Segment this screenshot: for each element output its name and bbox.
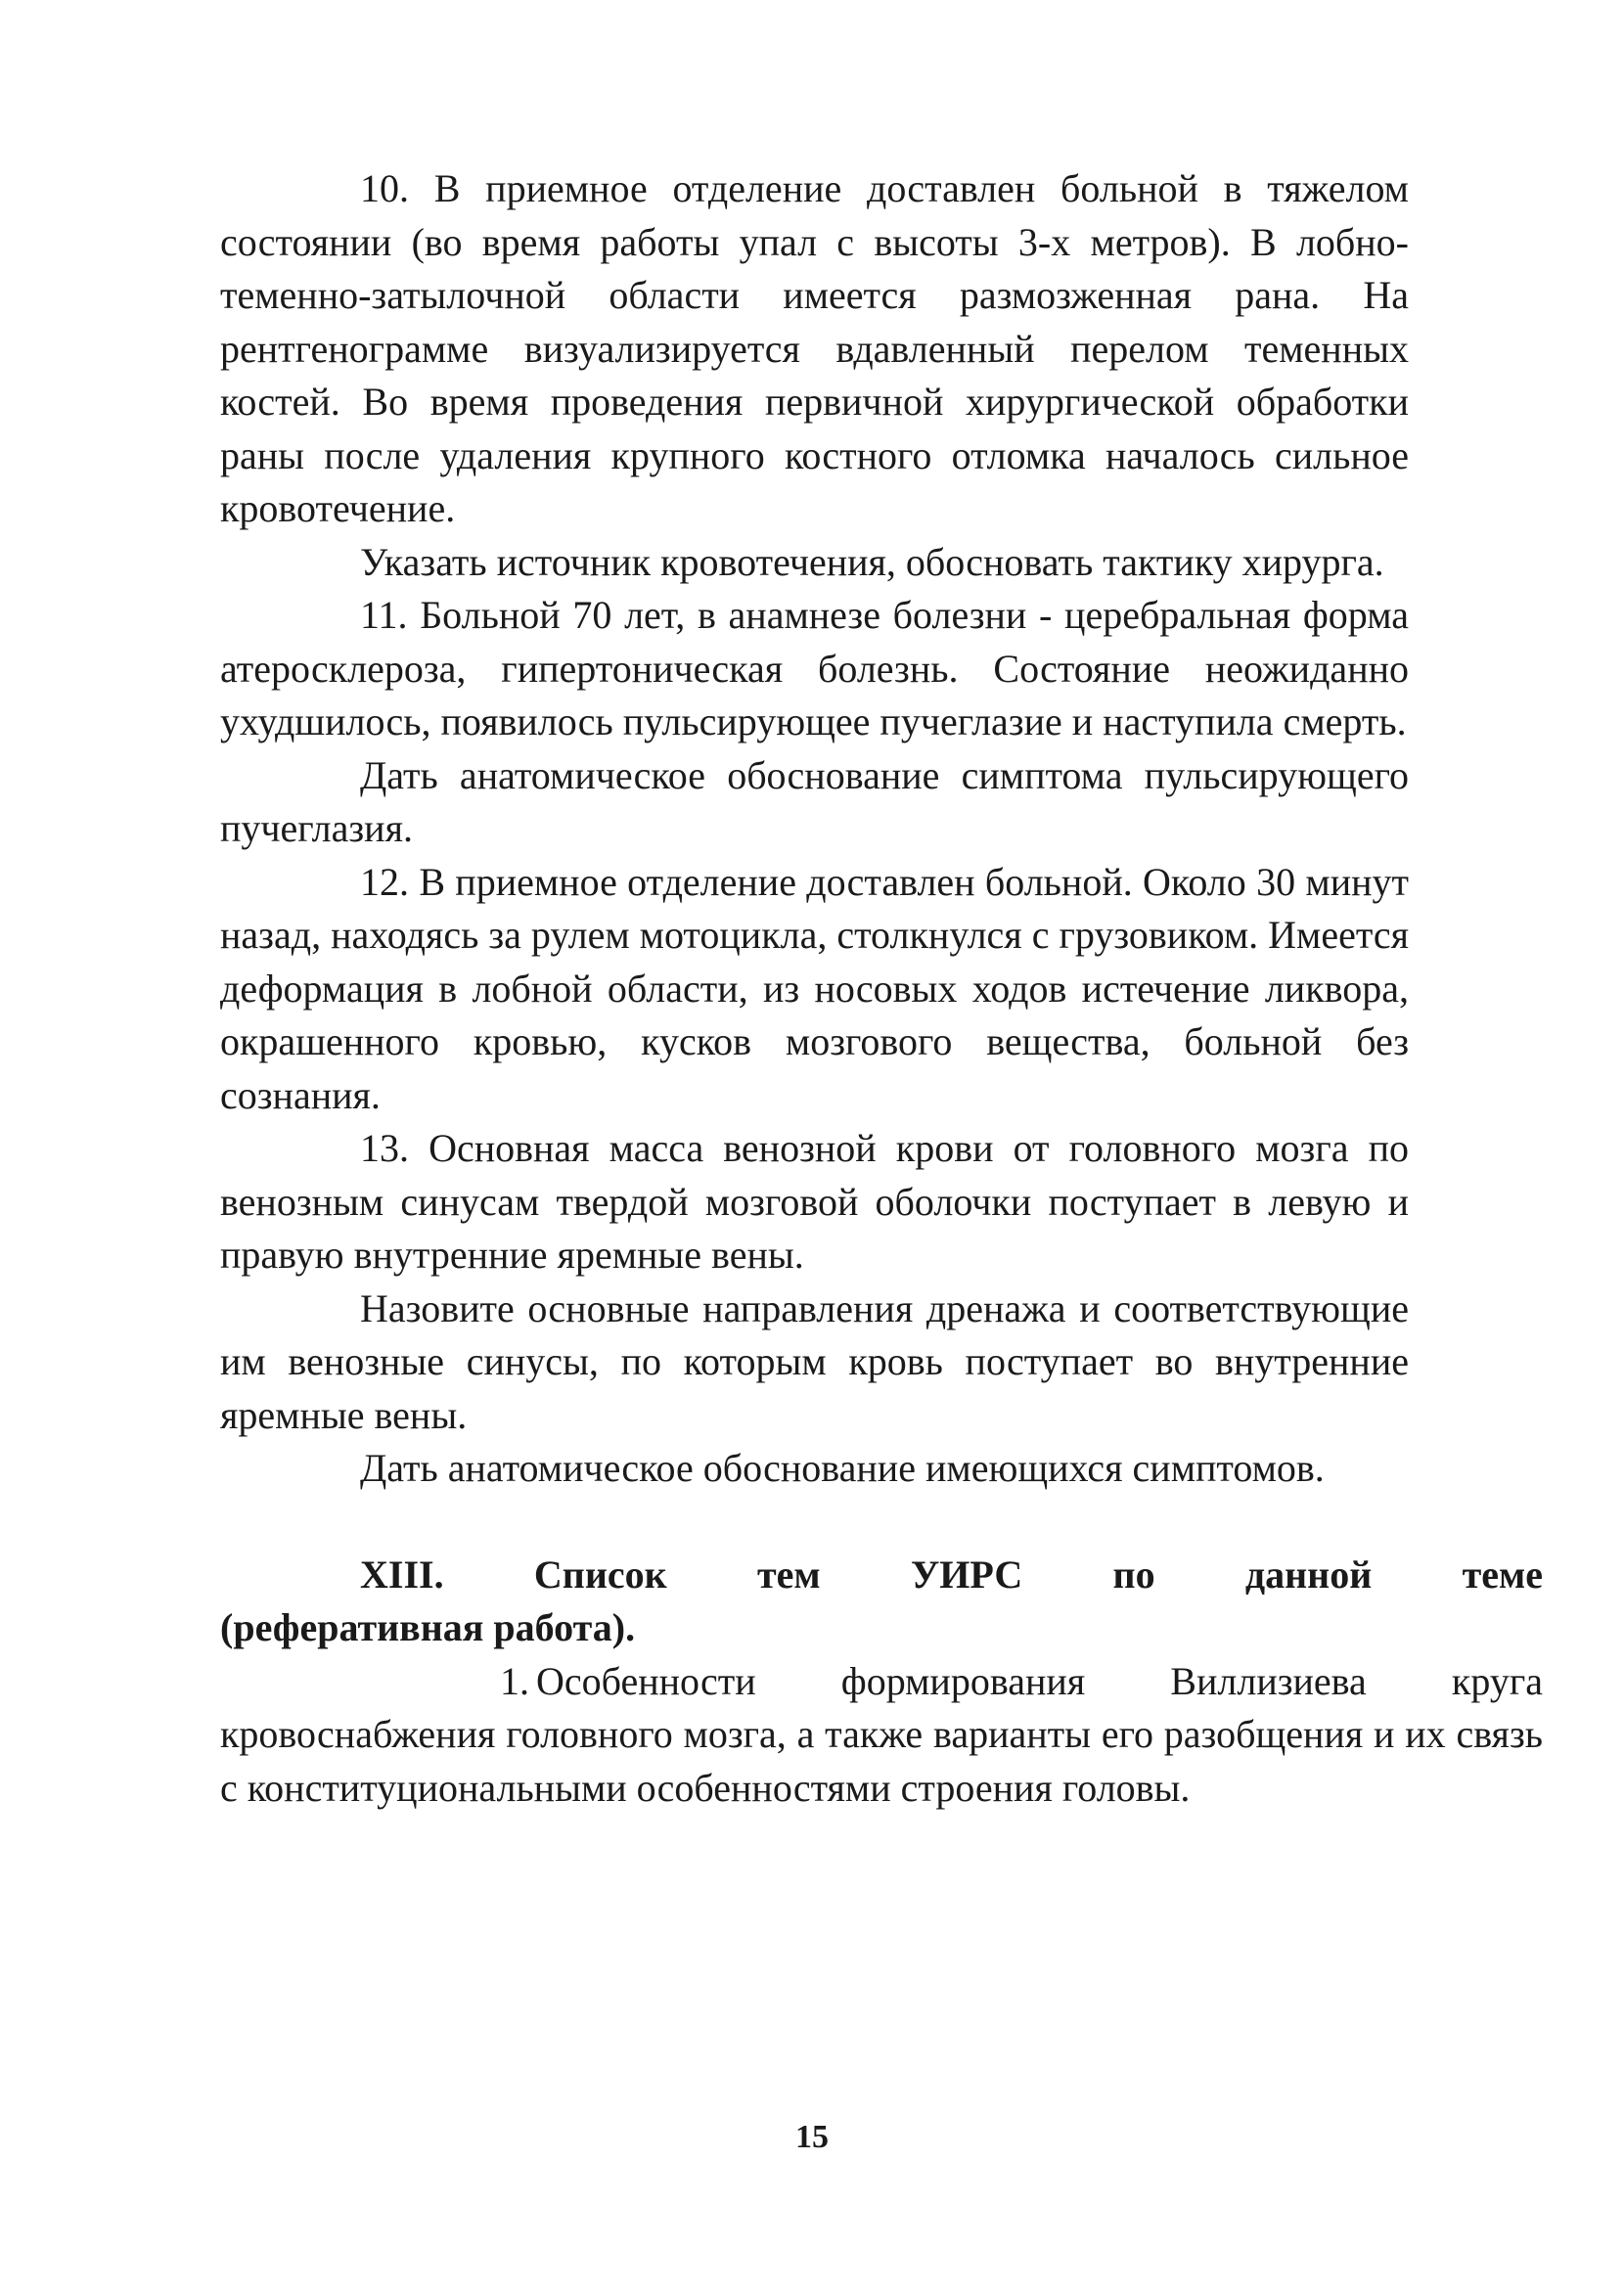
- section-heading-title: XIII. Список тем УИРС по данной теме: [360, 1552, 1543, 1597]
- case-11-task: Дать анатомическое обоснование симптома пульсирующего пучеглазия.: [220, 752, 1409, 850]
- case-13-task-symptoms: Дать анатомическое обоснование имеющихся симптомов.: [360, 1446, 1325, 1490]
- case-12-text: 12. В приемное отделение доставлен больной. Около 30 минут назад, находясь за рулем мотоцикла, столкнулся с грузовиком. Имеется деформация в лобной области, из носовых ходов истечение ликвора, окрашенного кровью, кусков мозгового вещества, больной без сознания.: [220, 859, 1409, 1117]
- topic-item: [220, 1655, 1543, 1816]
- page-number: 15: [795, 2119, 829, 2155]
- section-heading: [220, 1549, 1543, 1655]
- case-10-task: Указать источник кровотечения, обосновать тактику хирурга.: [360, 539, 1384, 584]
- topic-number: 1.: [500, 1658, 529, 1703]
- case-13-text: 13. Основная масса венозной крови от головного мозга по венозным синусам твердой мозговой оболочки поступает в левую и правую внутренние яремные вены.: [220, 1126, 1409, 1277]
- case-10-text: 10. В приемное отделение доставлен больной в тяжелом состоянии (во время работы упал с высоты 3-х метров). В лобно-теменно-затылочной области имеется размозженная рана. На рентгенограмме визуализируется вдавленный перелом теменных костей. Во время проведения первичной хирургической обработки раны после удаления крупного костного отломка началось сильное кровотечение.: [220, 166, 1409, 530]
- case-13-task-drainage: Назовите основные направления дренажа и соответствующие им венозные синусы, по которым кровь поступает во внутренние яремные вены.: [220, 1285, 1409, 1437]
- topic-text: Особенности формирования Виллизиева круга кровоснабжения головного мозга, а также варианты его разобщения и их связь с конституциональными особенностями строения головы.: [220, 1658, 1543, 1810]
- case-11-text: 11. Больной 70 лет, в анамнезе болезни - церебральная форма атеросклероза, гипертоническая болезнь. Состояние неожиданно ухудшилось, появилось пульсирующее пучеглазие и наступила смерть.: [220, 593, 1409, 743]
- document-page: [220, 162, 1543, 1815]
- section-heading-subtitle: (реферативная работа).: [220, 1605, 636, 1649]
